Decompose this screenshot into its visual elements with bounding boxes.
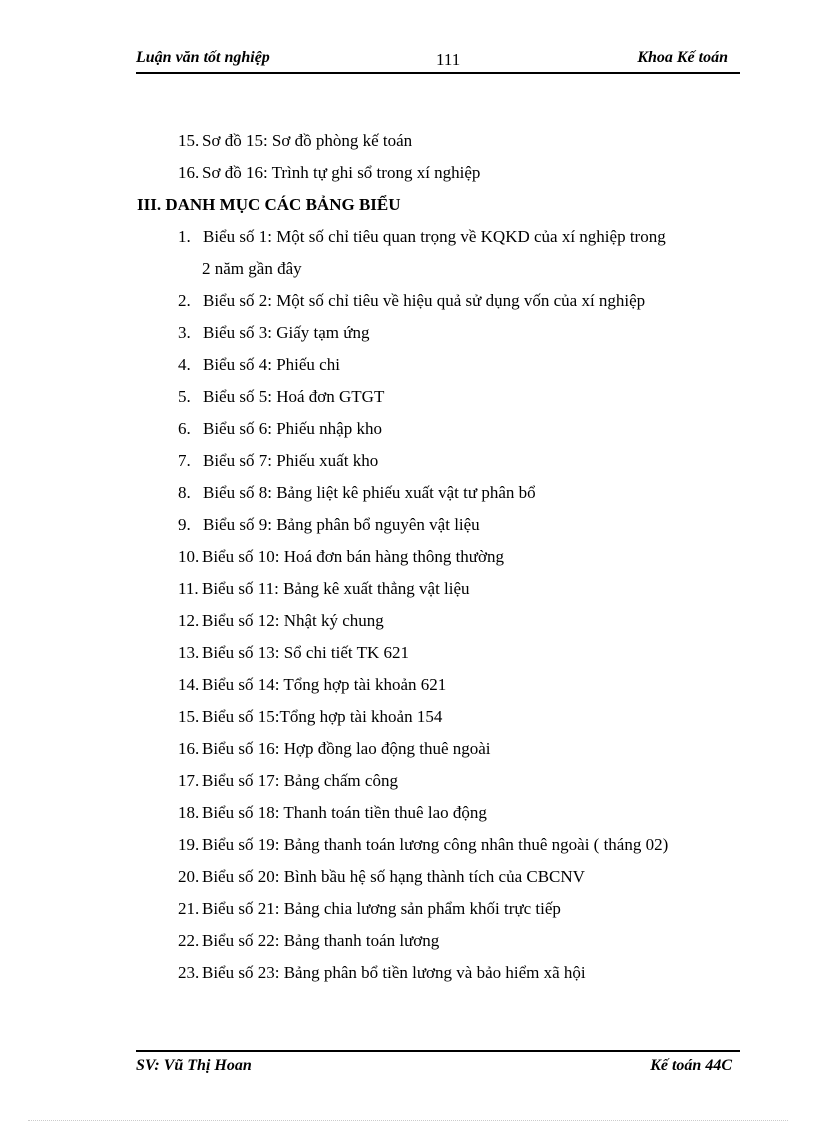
list-item [178, 227, 666, 247]
list-item-number: 14. [178, 675, 200, 694]
list-item [178, 899, 561, 919]
list-item-number: 18. [178, 803, 200, 822]
list-item-number: 20. [178, 867, 200, 886]
list-item-text: Biểu số 18: Thanh toán tiền thuê lao động [202, 803, 487, 822]
list-item-number: 15. [178, 707, 200, 726]
list-item [178, 675, 446, 695]
list-item-text: Biểu số 17: Bảng chấm công [202, 771, 398, 790]
list-item-text: Biểu số 2: Một số chỉ tiêu về hiệu quả sử dụng vốn của xí nghiệp [203, 291, 646, 310]
list-item-number: 3. [178, 323, 191, 342]
list-item [178, 323, 369, 343]
footer-class: Kế toán 44C [650, 1057, 732, 1074]
list-item-continuation [202, 259, 302, 279]
page-bottom-dotted-divider [28, 1120, 788, 1121]
list-item-number: 19. [178, 835, 200, 854]
header-thesis-label: Luận văn tốt nghiệp [136, 49, 270, 66]
list-item-number: 9. [178, 515, 191, 534]
list-item-number: 11. [178, 579, 199, 598]
list-item [178, 483, 536, 503]
footer-student-name: SV: Vũ Thị Hoan [136, 1057, 252, 1074]
list-item [178, 579, 470, 599]
list-item-text: Biểu số 8: Bảng liệt kê phiếu xuất vật tư phân bổ [203, 483, 536, 502]
list-item-text: Biểu số 4: Phiếu chi [203, 355, 340, 374]
list-item-number: 2. [178, 291, 191, 310]
list-item [178, 355, 340, 375]
list-item-text: Biểu số 22: Bảng thanh toán lương [202, 931, 440, 950]
list-item-number: 10. [178, 547, 200, 566]
list-item-number: 1. [178, 227, 191, 246]
list-item-number: 12. [178, 611, 200, 630]
list-item-text: Biểu số 15:Tổng hợp tài khoản 154 [202, 707, 443, 726]
list-item [178, 163, 480, 183]
list-item [178, 643, 409, 663]
list-item [178, 547, 504, 567]
section-title: III. DANH MỤC CÁC BẢNG BIỂU [137, 195, 401, 214]
list-item-number: 5. [178, 387, 191, 406]
list-item-text: Biểu số 20: Bình bầu hệ số hạng thành tích của CBCNV [202, 867, 585, 886]
list-item-number: 13. [178, 643, 200, 662]
list-item-text: Biểu số 14: Tổng hợp tài khoản 621 [202, 675, 447, 694]
list-item-number: 21. [178, 899, 200, 918]
list-item-text: Sơ đồ 16: Trình tự ghi sổ trong xí nghiệp [202, 163, 481, 182]
list-item-text: Biểu số 7: Phiếu xuất kho [203, 451, 379, 470]
header-faculty-label: Khoa Kế toán [637, 49, 728, 66]
list-item-text: Biểu số 12: Nhật ký chung [202, 611, 384, 630]
list-item-number: 16. [178, 163, 200, 182]
list-item-number: 4. [178, 355, 191, 374]
list-item [178, 867, 585, 887]
list-item [178, 451, 378, 471]
list-item-text: 2 năm gần đây [202, 259, 302, 278]
list-item-text: Biểu số 1: Một số chỉ tiêu quan trọng về KQKD của xí nghiệp trong [203, 227, 666, 246]
list-item-text: Biểu số 10: Hoá đơn bán hàng thông thường [202, 547, 504, 566]
list-item-text: Biểu số 5: Hoá đơn GTGT [203, 387, 385, 406]
list-item-text: Biểu số 23: Bảng phân bổ tiền lương và bảo hiểm xã hội [202, 963, 586, 982]
list-item [178, 707, 442, 727]
list-item [178, 835, 668, 855]
page-footer [136, 1050, 740, 1074]
list-item-number: 23. [178, 963, 200, 982]
list-item [178, 291, 645, 311]
list-item-text: Biểu số 21: Bảng chia lương sản phẩm khối trực tiếp [202, 899, 561, 918]
list-item [178, 963, 586, 983]
page-header [136, 46, 740, 74]
list-item-text: Biểu số 3: Giấy tạm ứng [203, 323, 370, 342]
list-item [178, 771, 398, 791]
list-item-number: 17. [178, 771, 200, 790]
list-item [178, 931, 439, 951]
list-item [178, 419, 382, 439]
list-item [178, 387, 384, 407]
list-item-text: Biểu số 19: Bảng thanh toán lương công nhân thuê ngoài ( tháng 02) [202, 835, 669, 854]
list-item [178, 131, 412, 151]
list-item-text: Biểu số 13: Sổ chi tiết TK 621 [202, 643, 409, 662]
list-item-text: Biểu số 16: Hợp đồng lao động thuê ngoài [202, 739, 491, 758]
list-item [178, 739, 491, 759]
list-item-number: 6. [178, 419, 191, 438]
list-item-text: Biểu số 11: Bảng kê xuất thẳng vật liệu [202, 579, 470, 598]
list-item-number: 7. [178, 451, 191, 470]
list-item [178, 515, 480, 535]
list-item-text: Sơ đồ 15: Sơ đồ phòng kế toán [202, 131, 413, 150]
list-item-text: Biểu số 9: Bảng phân bổ nguyên vật liệu [203, 515, 480, 534]
list-item [178, 611, 384, 631]
list-item-text: Biểu số 6: Phiếu nhập kho [203, 419, 382, 438]
page-number: 111 [436, 50, 461, 69]
list-item-number: 22. [178, 931, 200, 950]
list-item [178, 803, 487, 823]
list-item-number: 8. [178, 483, 191, 502]
list-item-number: 16. [178, 739, 200, 758]
list-item-number: 15. [178, 131, 200, 150]
